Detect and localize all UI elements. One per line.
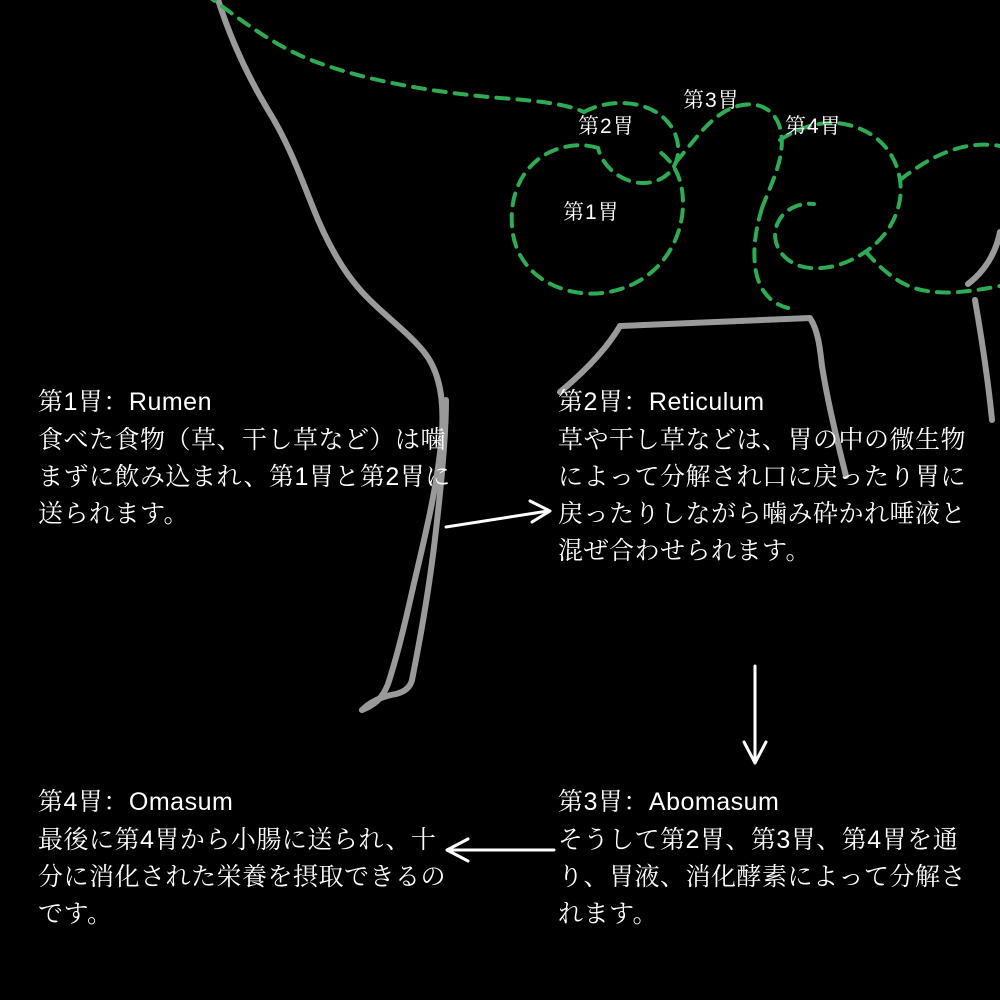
- block-reticulum-body: 草や干し草などは、胃の中の微生物によって分解され口に戻ったり胃に戻ったりしながら噛み砕かれ唾液と混ぜ合わせられます。: [558, 426, 967, 565]
- stomach-4-label: 第4胃: [785, 115, 842, 138]
- block-abomasum: [558, 782, 978, 933]
- block-omasum-body: 最後に第4胃から小腸に送られ、十分に消化された栄養を摂取できるのです。: [38, 826, 447, 928]
- block-rumen-title: 第1胃：Rumen: [38, 388, 212, 416]
- block-rumen-body: 食べた食物（草、干し草など）は噛まずに飲み込まれ、第1胃と第2胃に送られます。: [38, 426, 451, 528]
- block-reticulum-title: 第2胃：Reticulum: [558, 388, 765, 416]
- arrow-rumen-to-reticulum: [430, 455, 555, 535]
- stomach-outline-group: [205, 0, 1000, 308]
- stomach-2-label: 第2胃: [578, 115, 635, 138]
- block-abomasum-title: 第3胃：Abomasum: [558, 788, 780, 816]
- block-omasum-title: 第4胃：Omasum: [38, 788, 234, 816]
- arrow-abomasum-to-omasum: [440, 820, 560, 880]
- arrow-reticulum-to-abomasum: [710, 660, 800, 770]
- block-abomasum-body: そうして第2胃、第3胃、第4胃を通り、胃液、消化酵素によって分解されます。: [558, 826, 967, 928]
- block-reticulum: [558, 382, 978, 570]
- block-omasum: [38, 782, 458, 933]
- stomach-1-label: 第1胃: [563, 201, 620, 224]
- block-rumen: [38, 382, 458, 533]
- cow-body-outline: [215, 0, 1000, 710]
- stomach-3-label: 第3胃: [683, 89, 740, 112]
